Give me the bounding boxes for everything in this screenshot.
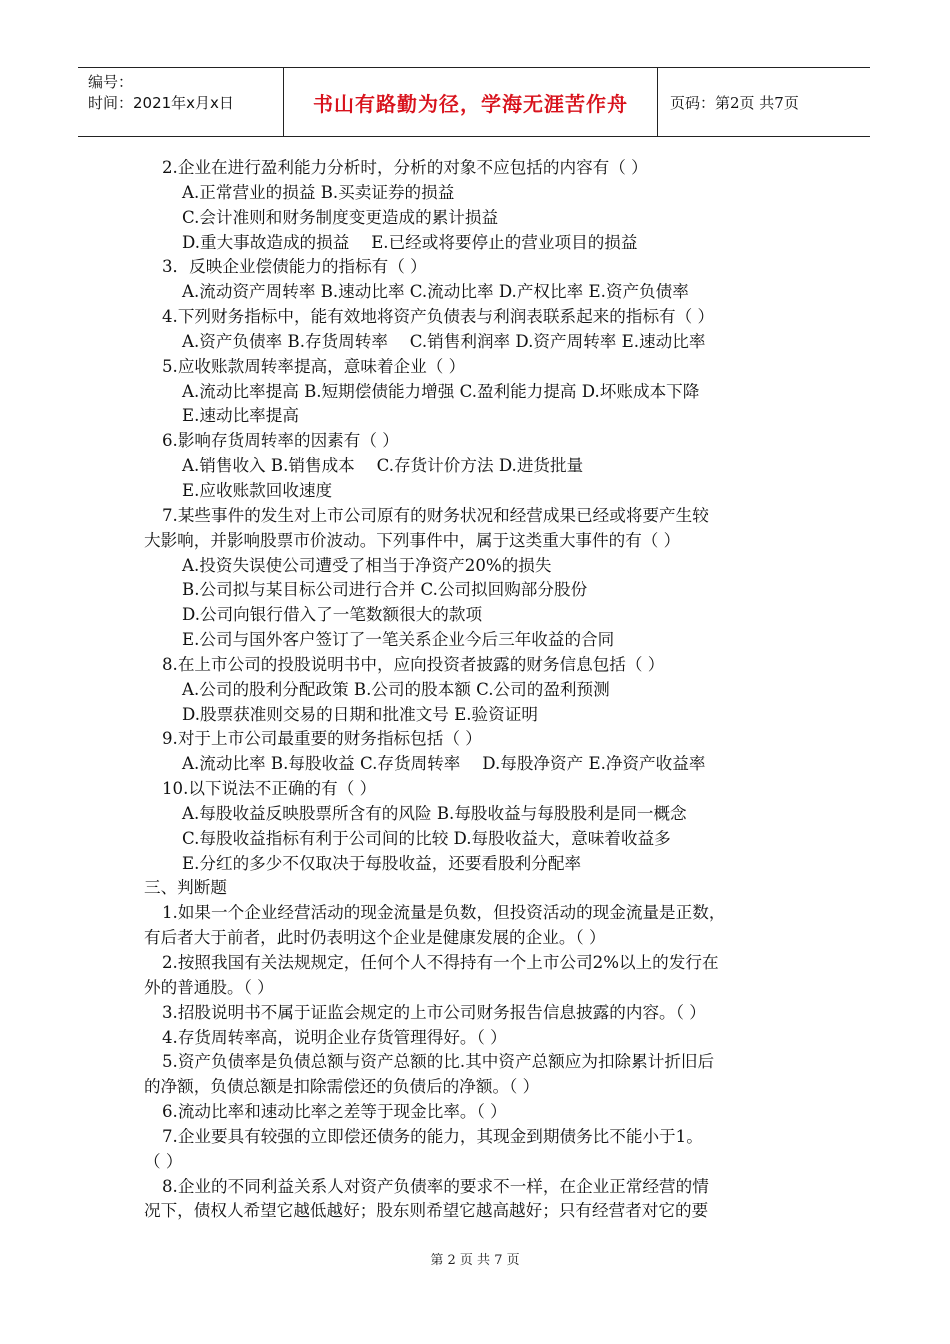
header-motto: 书山有路勤为径，学海无涯苦作舟 <box>313 91 628 116</box>
footer-page-number: 第 2 页 共 7 页 <box>430 1253 520 1268</box>
text-line: E.速动比率提高 <box>182 406 299 426</box>
text-line: 4.存货周转率高，说明企业存货管理得好。（ ） <box>162 1027 507 1047</box>
text-line: A.销售收入 B.销售成本 C.存货计价方法 D.进货批量 <box>182 456 584 476</box>
text-line: 大影响，并影响股票市价波动。下列事件中，属于这类重大事件的有（ ） <box>144 530 681 550</box>
text-line: 1.如果一个企业经营活动的现金流量是负数，但投资活动的现金流量是正数， <box>162 903 726 923</box>
text-line: A.流动资产周转率 B.速动比率 C.流动比率 D.产权比率 E.资产负债率 <box>182 282 689 302</box>
text-line: E.公司与国外客户签订了一笔关系企业今后三年收益的合同 <box>182 630 615 650</box>
text-line: C.会计准则和财务制度变更造成的累计损益 <box>182 207 499 227</box>
text-line: D.公司向银行借入了一笔数额很大的款项 <box>182 605 483 625</box>
text-line: B.公司拟与某目标公司进行合并 C.公司拟回购部分股份 <box>182 580 588 600</box>
page-header <box>78 67 870 137</box>
header-page-info: 页码：第2页 共7页 <box>670 93 799 112</box>
text-line: 7.某些事件的发生对上市公司原有的财务状况和经营成果已经或将要产生较 <box>162 505 709 525</box>
text-line: 三、判断题 <box>144 878 227 898</box>
text-line: 5.应收账款周转率提高，意味着企业（ ） <box>162 356 466 376</box>
text-line: A.流动比率 B.每股收益 C.存货周转率 D.每股净资产 E.净资产收益率 <box>182 754 706 774</box>
text-line: 4.下列财务指标中，能有效地将资产负债表与利润表联系起来的指标有（ ） <box>162 307 715 327</box>
text-line: A.公司的股利分配政策 B.公司的股本额 C.公司的盈利预测 <box>182 679 610 699</box>
page-footer <box>0 1249 950 1268</box>
header-meta <box>78 68 284 136</box>
text-line: D.重大事故造成的损益 E.已经或将要停止的营业项目的损益 <box>182 232 638 252</box>
text-line: E.应收账款回收速度 <box>182 480 333 500</box>
text-line: 9.对于上市公司最重要的财务指标包括（ ） <box>162 729 482 749</box>
text-line: 3．反映企业偿债能力的指标有（ ） <box>162 257 427 277</box>
document-date: 时间：2021年x月x日 <box>88 94 234 112</box>
text-line: D.股票获准则交易的日期和批准文号 E.验资证明 <box>182 704 538 724</box>
text-line: A.投资失误使公司遭受了相当于净资产20%的损失 <box>182 555 552 575</box>
text-line: 况下，债权人希望它越低越好；股东则希望它越高越好；只有经营者对它的要 <box>144 1201 709 1221</box>
text-line: 7.企业要具有较强的立即偿还债务的能力，其现金到期债务比不能小于1。 <box>162 1126 703 1146</box>
text-line: 3.招股说明书不属于证监会规定的上市公司财务报告信息披露的内容。（ ） <box>162 1002 706 1022</box>
text-line: 5.资产负债率是负债总额与资产总额的比.其中资产总额应为扣除累计折旧后 <box>162 1052 715 1072</box>
text-line: 8.企业的不同利益关系人对资产负债率的要求不一样，在企业正常经营的情 <box>162 1176 709 1196</box>
text-line: 的净额，负债总额是扣除需偿还的负债后的净额。（ ） <box>144 1077 540 1097</box>
text-line: A.资产负债率 B.存货周转率 C.销售利润率 D.资产周转率 E.速动比率 <box>182 331 706 351</box>
text-line: 10.以下说法不正确的有（ ） <box>162 779 377 799</box>
text-line: 8.在上市公司的投股说明书中，应向投资者披露的财务信息包括（ ） <box>162 654 665 674</box>
text-line: 2.企业在进行盈利能力分析时，分析的对象不应包括的内容有（ ） <box>162 158 648 177</box>
text-line: （ ） <box>144 1151 183 1171</box>
header-page-info-cell <box>658 68 870 136</box>
text-line: 6.影响存货周转率的因素有（ ） <box>162 431 399 451</box>
text-line: 6.流动比率和速动比率之差等于现金比率。（ ） <box>162 1102 507 1122</box>
text-line: E.分红的多少不仅取决于每股收益，还要看股利分配率 <box>182 853 582 873</box>
text-line: A.每股收益反映股票所含有的风险 B.每股收益与每股股利是同一概念 <box>182 803 687 823</box>
text-line: 外的普通股。（ ） <box>144 977 274 997</box>
text-line: C.每股收益指标有利于公司间的比较 D.每股收益大，意味着收益多 <box>182 828 671 848</box>
text-line: 有后者大于前者，此时仍表明这个企业是健康发展的企业。（ ） <box>144 928 606 948</box>
header-motto-cell <box>284 68 658 136</box>
text-line: 2.按照我国有关法规规定，任何个人不得持有一个上市公司2%以上的发行在 <box>162 953 719 972</box>
document-body <box>144 156 809 1224</box>
document-number-label: 编号： <box>88 73 134 91</box>
text-line: A.流动比率提高 B.短期偿债能力增强 C.盈利能力提高 D.坏账成本下降 <box>182 381 700 401</box>
text-line: A.正常营业的损益 B.买卖证券的损益 <box>182 182 455 202</box>
